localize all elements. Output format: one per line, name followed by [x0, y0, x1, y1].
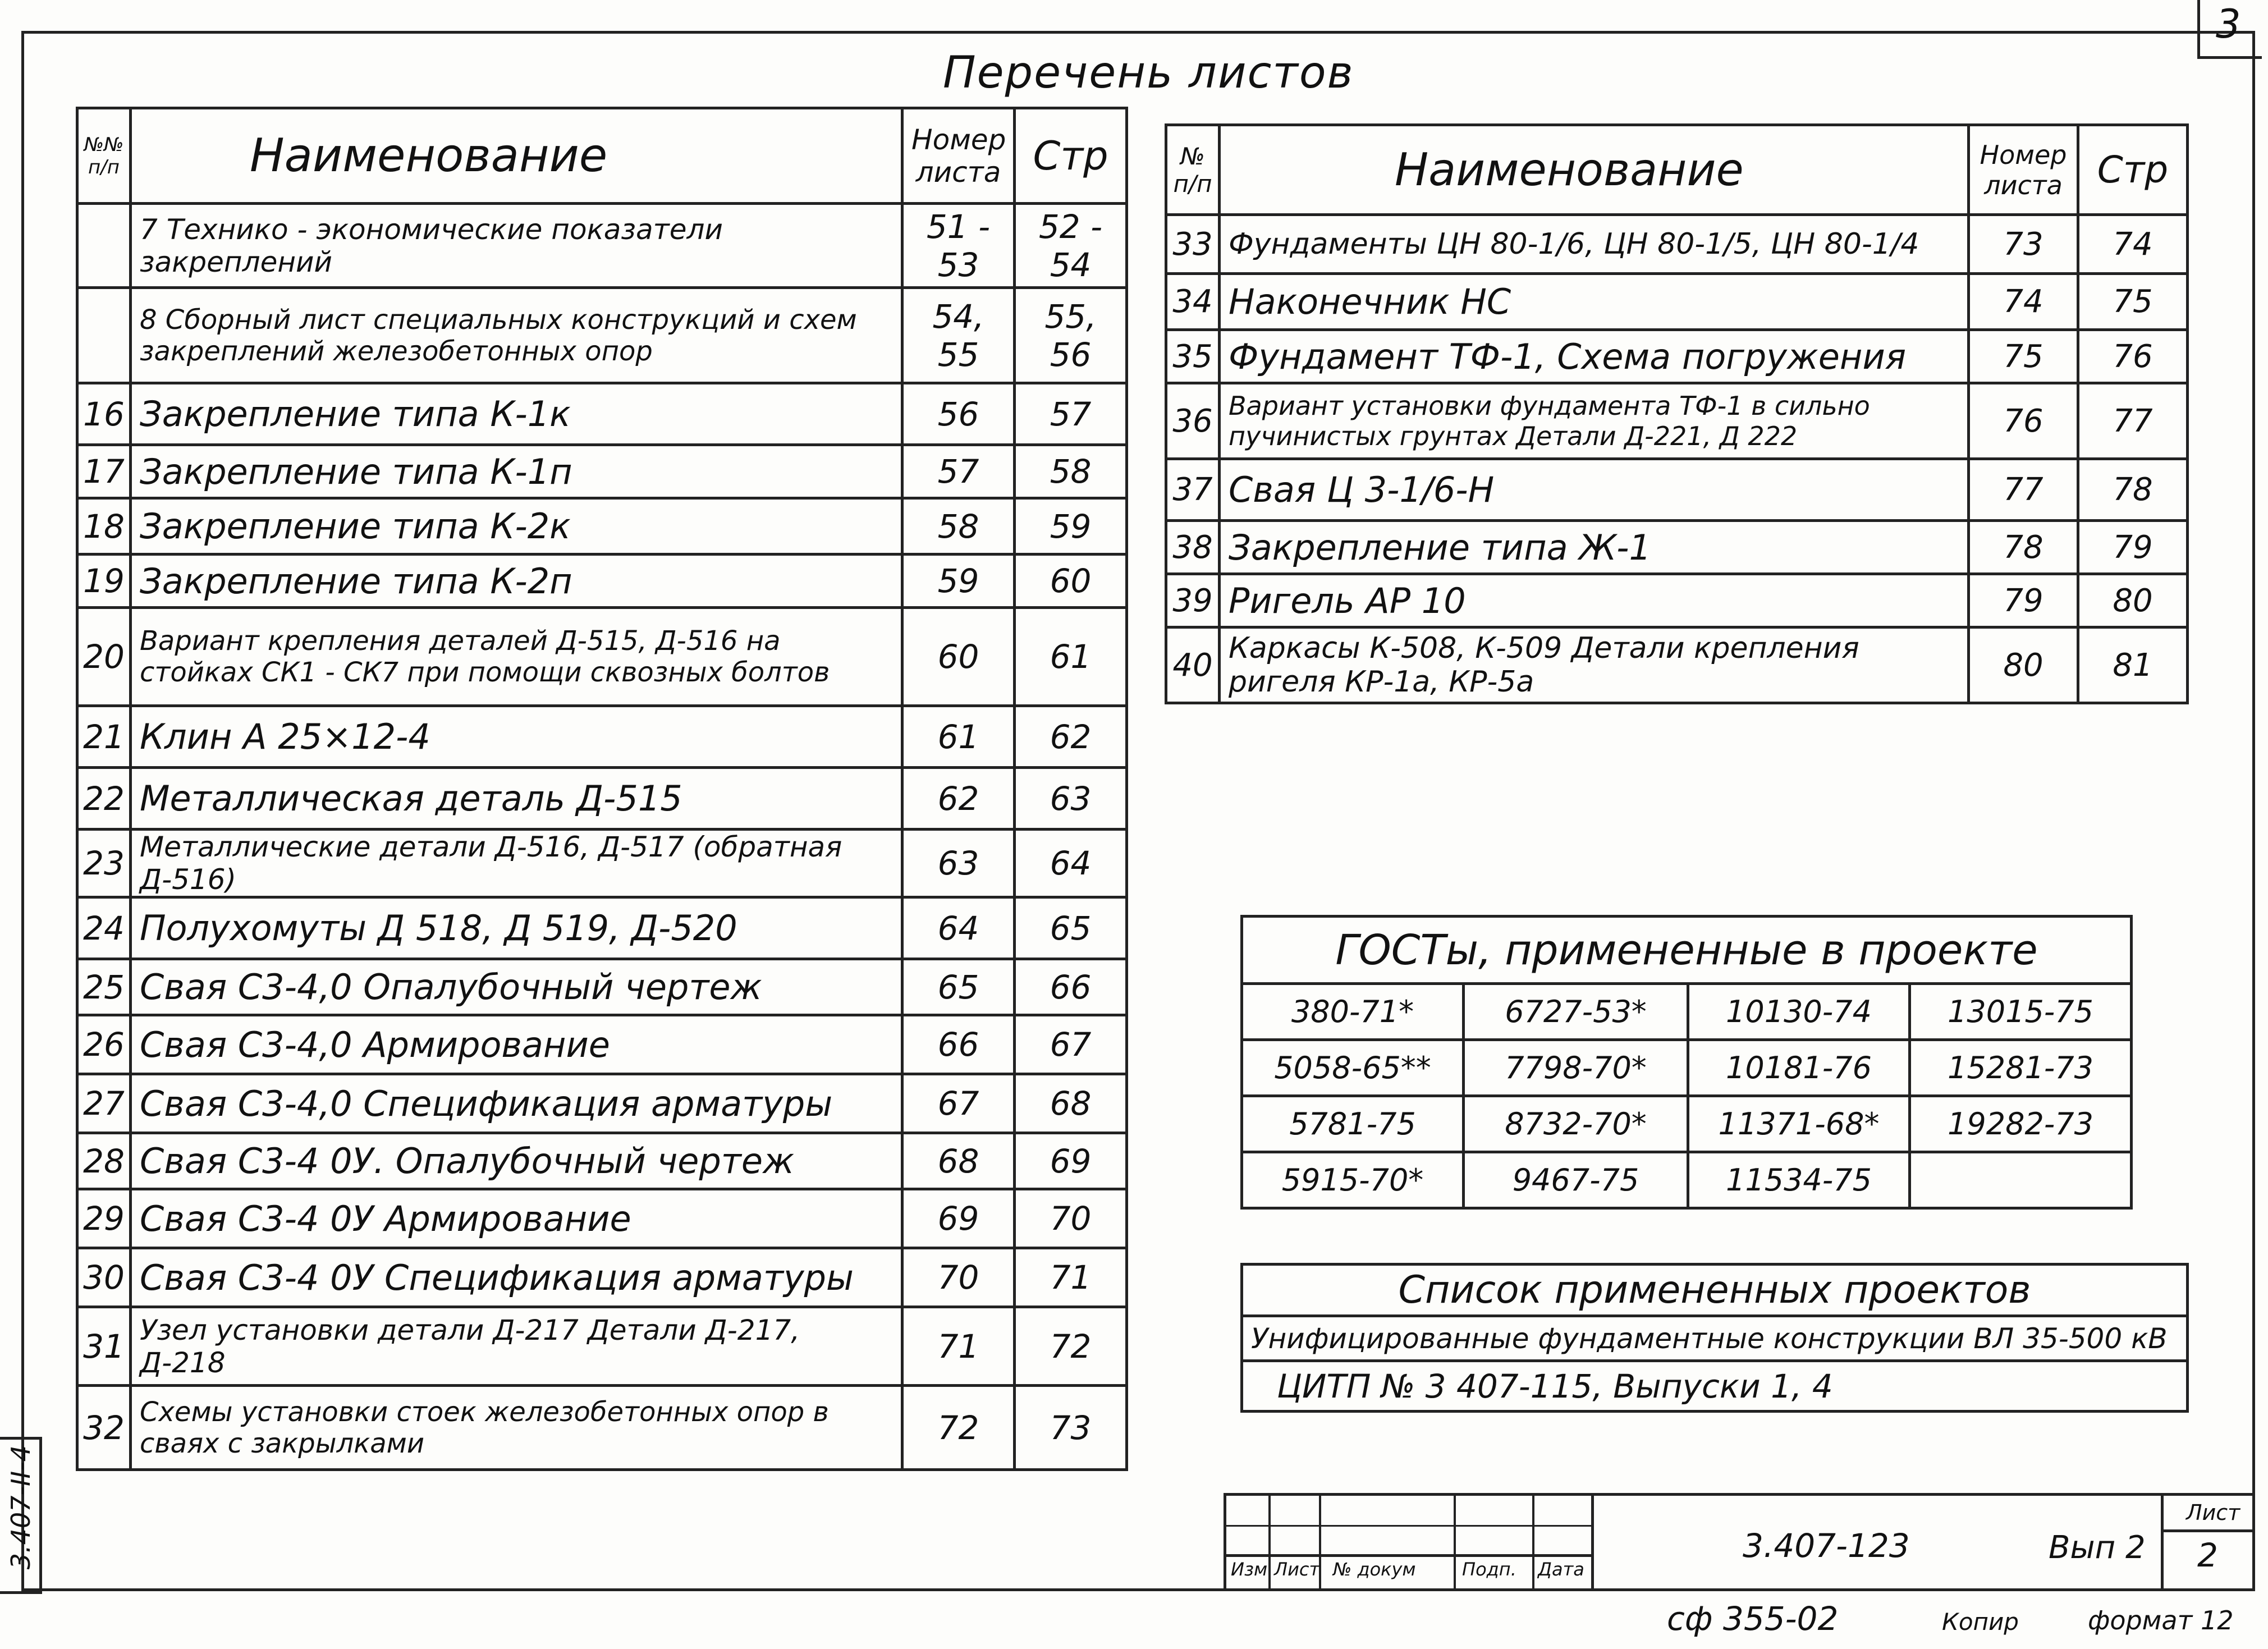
left-row-page: 71	[1015, 1248, 1127, 1307]
right-row-name: Свая Ц 3-1/6-Н	[1220, 459, 1969, 521]
right-row	[1166, 274, 2188, 330]
right-row-name: Ригель АР 10	[1220, 574, 1969, 627]
left-row	[77, 555, 1127, 608]
left-col-page-header: Стр	[1015, 108, 1127, 204]
left-row-num: 18	[77, 498, 131, 555]
right-row-name: Наконечник НС	[1220, 274, 1969, 330]
revision-grid	[1226, 1496, 1594, 1588]
title-block	[1224, 1493, 2252, 1588]
left-row	[77, 1133, 1127, 1189]
gost-cell: 380-71*	[1242, 984, 1464, 1040]
right-row-page: 81	[2078, 627, 2188, 703]
right-row-num: 35	[1166, 330, 1220, 383]
left-row-num: 20	[77, 608, 131, 706]
right-row-num: 34	[1166, 274, 1220, 330]
left-row	[77, 1015, 1127, 1074]
left-row-num: 31	[77, 1307, 131, 1386]
right-row-num: 39	[1166, 574, 1220, 627]
right-row-page: 79	[2078, 521, 2188, 574]
left-row-page: 55, 56	[1015, 288, 1127, 383]
left-row	[77, 1386, 1127, 1470]
right-sheet-list-table	[1165, 123, 2189, 704]
left-row-num: 22	[77, 768, 131, 830]
sheet-number-box	[2197, 0, 2262, 59]
left-row-num: 21	[77, 706, 131, 768]
right-row	[1166, 459, 2188, 521]
right-row-name: Каркасы К-508, К-509 Детали крепления ригеля КР-1а, КР-5а	[1220, 627, 1969, 703]
left-row	[77, 1307, 1127, 1386]
left-col-sheet-header: Номер листа	[902, 108, 1015, 204]
left-row-num: 16	[77, 383, 131, 445]
left-row-num: 30	[77, 1248, 131, 1307]
left-row	[77, 706, 1127, 768]
left-row-sheet: 59	[902, 555, 1015, 608]
left-row-page: 67	[1015, 1015, 1127, 1074]
left-row-page: 59	[1015, 498, 1127, 555]
gost-table	[1240, 915, 2133, 1210]
footer-format: формат 12	[2088, 1605, 2234, 1636]
left-row-name: 7 Технико - экономические показатели закреплений	[131, 204, 902, 288]
right-row-sheet: 79	[1969, 574, 2078, 627]
left-row-num: 25	[77, 959, 131, 1015]
left-row	[77, 897, 1127, 959]
left-row-name: Свая С3-4,0 Опалубочный чертеж	[131, 959, 902, 1015]
col-label-list: Лист	[1274, 1559, 1320, 1580]
left-row-num: 17	[77, 445, 131, 498]
right-row-num: 38	[1166, 521, 1220, 574]
projects-table-title: Список примененных проектов	[1242, 1265, 2188, 1316]
right-table-header-row	[1166, 125, 2188, 215]
projects-table	[1240, 1263, 2189, 1413]
left-row-sheet: 54, 55	[902, 288, 1015, 383]
left-row-name: Металлическая деталь Д-515	[131, 768, 902, 830]
left-row	[77, 608, 1127, 706]
right-row-sheet: 73	[1969, 215, 2078, 274]
left-row	[77, 204, 1127, 288]
right-row-name: Фундаменты ЦН 80-1/6, ЦН 80-1/5, ЦН 80-1/4	[1220, 215, 1969, 274]
left-row-name: Закрепление типа К-1к	[131, 383, 902, 445]
left-row-name: Вариант крепления деталей Д-515, Д-516 на стойках СК1 - СК7 при помощи сквозных болтов	[131, 608, 902, 706]
left-row-name: Схемы установки стоек железобетонных опор в сваях с закрылками	[131, 1386, 902, 1470]
gost-cell: 9467-75	[1464, 1152, 1688, 1208]
left-row-num: 26	[77, 1015, 131, 1074]
right-row-page: 78	[2078, 459, 2188, 521]
right-row-page: 77	[2078, 383, 2188, 459]
footer-code: сф 355-02	[1667, 1600, 1839, 1638]
left-row-page: 73	[1015, 1386, 1127, 1470]
left-row-page: 61	[1015, 608, 1127, 706]
sheet-number: 3	[2216, 1, 2241, 47]
left-row-num	[77, 204, 131, 288]
left-row-page: 57	[1015, 383, 1127, 445]
gost-row	[1242, 984, 2132, 1040]
right-row-num: 40	[1166, 627, 1220, 703]
left-row-page: 60	[1015, 555, 1127, 608]
gost-cell: 11534-75	[1688, 1152, 1910, 1208]
left-row-num: 19	[77, 555, 131, 608]
left-row-name: Металлические детали Д-516, Д-517 (обратная Д-516)	[131, 830, 902, 897]
gost-cell: 5915-70*	[1242, 1152, 1464, 1208]
left-row-num: 24	[77, 897, 131, 959]
projects-line-1: Унифицированные фундаментные конструкции ВЛ 35-500 кВ	[1242, 1316, 2188, 1361]
left-row-page: 52 - 54	[1015, 204, 1127, 288]
left-table-header-row	[77, 108, 1127, 204]
gost-cell: 10130-74	[1688, 984, 1910, 1040]
doc-code: 3.407-123	[1743, 1527, 1910, 1565]
issue-number: Вып 2	[2049, 1529, 2146, 1566]
left-row-sheet: 64	[902, 897, 1015, 959]
col-label-izm: Изм	[1231, 1559, 1268, 1580]
left-row-sheet: 62	[902, 768, 1015, 830]
left-row-sheet: 56	[902, 383, 1015, 445]
left-row-name: 8 Сборный лист специальных конструкций и схем закреплений железобетонных опор	[131, 288, 902, 383]
left-row-sheet: 66	[902, 1015, 1015, 1074]
left-row-sheet: 70	[902, 1248, 1015, 1307]
footer-copied: Копир	[1942, 1608, 2019, 1636]
left-row-num: 28	[77, 1133, 131, 1189]
page-title: Перечень листов	[943, 48, 1354, 98]
left-row	[77, 959, 1127, 1015]
right-row-sheet: 78	[1969, 521, 2078, 574]
left-sheet-list-table	[76, 107, 1128, 1471]
projects-line-2: ЦИТП № 3 407-115, Выпуски 1, 4	[1242, 1361, 2188, 1412]
left-row	[77, 445, 1127, 498]
left-row-page: 72	[1015, 1307, 1127, 1386]
right-row-num: 33	[1166, 215, 1220, 274]
gost-cell	[1910, 1152, 2132, 1208]
left-row-page: 69	[1015, 1133, 1127, 1189]
right-row-sheet: 80	[1969, 627, 2078, 703]
right-row-sheet: 77	[1969, 459, 2078, 521]
gost-row	[1242, 1152, 2132, 1208]
left-col-name-header: Наименование	[131, 108, 902, 204]
gost-row	[1242, 1040, 2132, 1096]
right-col-num-header: № п/п	[1166, 125, 1220, 215]
gost-row	[1242, 1096, 2132, 1152]
right-row-page: 75	[2078, 274, 2188, 330]
col-label-date: Дата	[1538, 1559, 1584, 1580]
right-row-page: 80	[2078, 574, 2188, 627]
left-row-page: 58	[1015, 445, 1127, 498]
left-row-sheet: 63	[902, 830, 1015, 897]
left-row-num	[77, 288, 131, 383]
left-row-name: Узел установки детали Д-217 Детали Д-217, Д-218	[131, 1307, 902, 1386]
gost-cell: 5781-75	[1242, 1096, 1464, 1152]
right-row	[1166, 215, 2188, 274]
gost-cell: 13015-75	[1910, 984, 2132, 1040]
right-row-page: 74	[2078, 215, 2188, 274]
right-col-page-header: Стр	[2078, 125, 2188, 215]
left-row	[77, 830, 1127, 897]
left-row-name: Закрепление типа К-2п	[131, 555, 902, 608]
left-row-num: 32	[77, 1386, 131, 1470]
sheet-label: Лист	[2186, 1500, 2240, 1525]
right-row-name: Закрепление типа Ж-1	[1220, 521, 1969, 574]
left-row-num: 23	[77, 830, 131, 897]
side-stamp-box	[0, 1437, 42, 1594]
left-row-page: 70	[1015, 1189, 1127, 1248]
left-row-name: Свая С3-4,0 Армирование	[131, 1015, 902, 1074]
right-col-sheet-header: Номер листа	[1969, 125, 2078, 215]
right-row-num: 37	[1166, 459, 1220, 521]
right-row	[1166, 627, 2188, 703]
gost-cell: 6727-53*	[1464, 984, 1688, 1040]
left-row-name: Полухомуты Д 518, Д 519, Д-520	[131, 897, 902, 959]
sheet-cell	[2161, 1496, 2255, 1588]
gost-cell: 10181-76	[1688, 1040, 1910, 1096]
right-col-name-header: Наименование	[1220, 125, 1969, 215]
left-row-name: Клин А 25×12-4	[131, 706, 902, 768]
left-row-sheet: 65	[902, 959, 1015, 1015]
gost-table-title: ГОСТы, примененные в проекте	[1242, 917, 2132, 984]
left-row-page: 62	[1015, 706, 1127, 768]
left-row-name: Свая С3-4,0 Спецификация арматуры	[131, 1074, 902, 1133]
left-row-sheet: 58	[902, 498, 1015, 555]
left-row-sheet: 61	[902, 706, 1015, 768]
left-row	[77, 383, 1127, 445]
left-row-page: 64	[1015, 830, 1127, 897]
left-row-page: 63	[1015, 768, 1127, 830]
left-row-page: 66	[1015, 959, 1127, 1015]
left-row-sheet: 60	[902, 608, 1015, 706]
right-row-num: 36	[1166, 383, 1220, 459]
col-label-doc: № докум	[1333, 1559, 1416, 1580]
left-row-sheet: 69	[902, 1189, 1015, 1248]
right-row-sheet: 75	[1969, 330, 2078, 383]
right-row	[1166, 574, 2188, 627]
left-row-sheet: 71	[902, 1307, 1015, 1386]
left-row-sheet: 68	[902, 1133, 1015, 1189]
left-row-sheet: 72	[902, 1386, 1015, 1470]
left-row-num: 29	[77, 1189, 131, 1248]
left-row	[77, 498, 1127, 555]
right-row-page: 76	[2078, 330, 2188, 383]
left-row	[77, 768, 1127, 830]
right-row-sheet: 76	[1969, 383, 2078, 459]
side-stamp: 3.407-II-4	[6, 1445, 36, 1570]
gost-cell: 7798-70*	[1464, 1040, 1688, 1096]
left-row-page: 68	[1015, 1074, 1127, 1133]
right-row	[1166, 521, 2188, 574]
right-row-name: Вариант установки фундамента ТФ-1 в сильно пучинистых грунтах Детали Д-221, Д 222	[1220, 383, 1969, 459]
left-row-page: 65	[1015, 897, 1127, 959]
left-row-name: Свая С3-4 0У. Опалубочный чертеж	[131, 1133, 902, 1189]
left-row-sheet: 51 - 53	[902, 204, 1015, 288]
sheet-value: 2	[2197, 1536, 2218, 1574]
gost-cell: 5058-65**	[1242, 1040, 1464, 1096]
left-row	[77, 1074, 1127, 1133]
right-row-name: Фундамент ТФ-1, Схема погружения	[1220, 330, 1969, 383]
left-row	[77, 1248, 1127, 1307]
gost-cell: 11371-68*	[1688, 1096, 1910, 1152]
left-row-num: 27	[77, 1074, 131, 1133]
left-row	[77, 288, 1127, 383]
left-row-name: Закрепление типа К-2к	[131, 498, 902, 555]
left-row-sheet: 67	[902, 1074, 1015, 1133]
right-row-sheet: 74	[1969, 274, 2078, 330]
left-row	[77, 1189, 1127, 1248]
right-row	[1166, 383, 2188, 459]
col-label-sign: Подп.	[1462, 1559, 1516, 1580]
gost-cell: 15281-73	[1910, 1040, 2132, 1096]
left-row-sheet: 57	[902, 445, 1015, 498]
left-row-name: Закрепление типа К-1п	[131, 445, 902, 498]
right-row	[1166, 330, 2188, 383]
gost-cell: 8732-70*	[1464, 1096, 1688, 1152]
left-col-num-header: №№ п/п	[77, 108, 131, 204]
left-row-name: Свая С3-4 0У Спецификация арматуры	[131, 1248, 902, 1307]
left-row-name: Свая С3-4 0У Армирование	[131, 1189, 902, 1248]
gost-cell: 19282-73	[1910, 1096, 2132, 1152]
